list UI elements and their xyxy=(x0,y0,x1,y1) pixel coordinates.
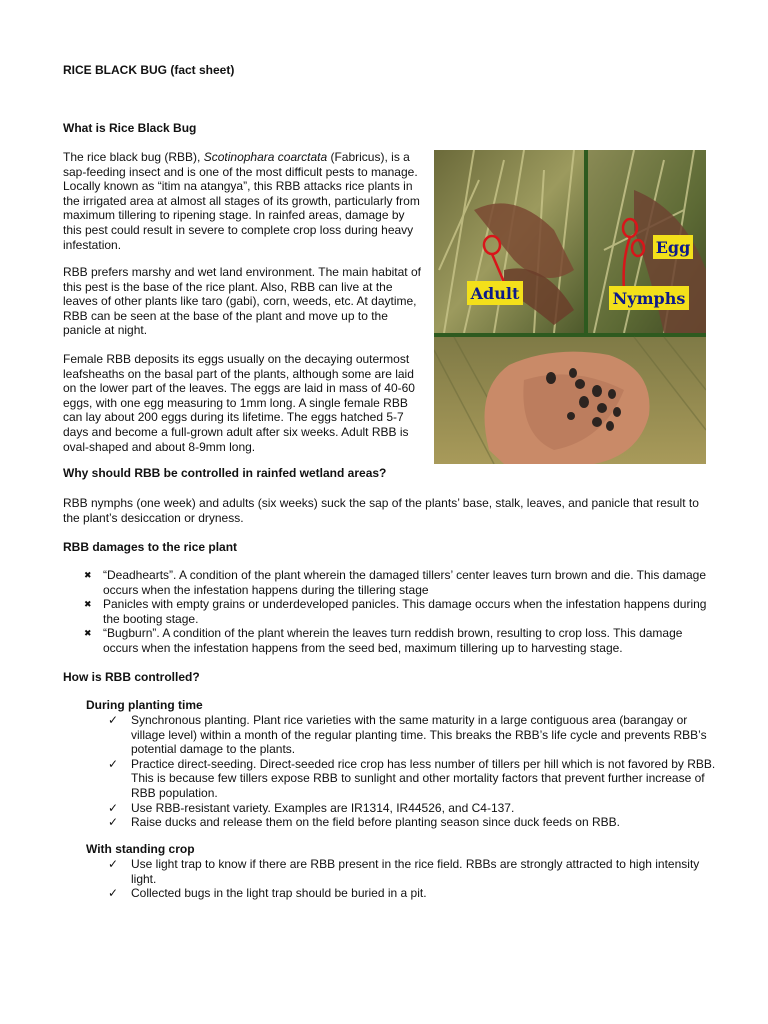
label-nymphs: Nymphs xyxy=(612,289,686,308)
section-heading-how-controlled: How is RBB controlled? xyxy=(63,670,200,684)
planting-measure-item xyxy=(86,815,716,830)
check-mark-icon: ✓ xyxy=(108,886,119,901)
standing-measure-text: Use light trap to know if there are RBB present in the rice field. RBBs are strongly attracted to high intensity light. xyxy=(131,857,700,886)
why-control-paragraph: RBB nymphs (one week) and adults (six weeks) suck the sap of the plants’ base, stalk, leaves, and panicle that result to the plant’s desiccation or dryness. xyxy=(63,496,699,525)
planting-measure-text: Raise ducks and release them on the field before planting season since duck feeds on RBB. xyxy=(131,815,620,830)
check-mark-icon: ✓ xyxy=(108,857,119,871)
damage-item xyxy=(63,626,713,655)
damage-item xyxy=(63,568,713,597)
damage-item-text: Panicles with empty grains or underdeveloped panicles. This damage occurs when the infestation happens during the booting stage. xyxy=(103,597,707,626)
planting-measure-text: Synchronous planting. Plant rice varieties with the same maturity in a large contiguous area (barangay or village level) within a month of the regular planting time. This breaks the RBB’s life cycle and prevents RBB’s potential damage to the plants. xyxy=(131,713,707,757)
subheading-standing-crop: With standing crop xyxy=(86,842,195,856)
intro-text-start: The rice black bug (RBB), xyxy=(63,150,204,164)
scientific-name: Scotinophara coarctata xyxy=(203,150,328,164)
section-heading-damages: RBB damages to the rice plant xyxy=(63,540,238,554)
standing-measure-text: Collected bugs in the light trap should be buried in a pit. xyxy=(131,886,427,901)
planting-measure-item xyxy=(86,757,716,801)
damage-item-text: “Bugburn”. A condition of the plant wherein the leaves turn reddish brown, resulting to crop loss. This damage occurs when the infestation happens from the seed bed, maximum tillering up to harvesting stage. xyxy=(103,626,683,655)
planting-measure-text: Use RBB-resistant variety. Examples are IR1314, IR44526, and C4-137. xyxy=(131,800,515,815)
label-egg: Egg xyxy=(655,238,691,257)
x-mark-icon: ✖ xyxy=(84,628,92,639)
rbb-photo-collage xyxy=(434,150,706,464)
x-mark-icon: ✖ xyxy=(84,599,92,610)
section-heading-what-is-rbb: What is Rice Black Bug xyxy=(63,121,197,135)
intro-text-rest: (Fabricus), is a sap-feeding insect and is one of the most difficult pests to manage. Locally known as “itim na atangya”, this RBB attacks rice plants in the irrigated area at almost all stages of its growth, particularly from maximum tillering to ripening stage. In rainfed areas, damage by this pest could result in severe to complete crop loss during heavy infestation. xyxy=(63,150,420,252)
label-adult: Adult xyxy=(470,284,520,303)
subheading-planting-time: During planting time xyxy=(86,698,203,712)
standing-measure-item xyxy=(86,886,716,901)
standing-measure-item xyxy=(86,857,716,886)
planting-measures-list xyxy=(86,713,716,830)
x-mark-icon: ✖ xyxy=(84,570,92,580)
planting-measure-item xyxy=(86,801,716,816)
check-mark-icon: ✓ xyxy=(108,713,119,727)
damage-item-text: “Deadhearts”. A condition of the plant wherein the damaged tillers’ center leaves turn brown and die. This damage occurs when the infestation happens during the tillering stage xyxy=(103,568,707,597)
eggs-paragraph: Female RBB deposits its eggs usually on the decaying outermost leafsheaths on the basal part of the plants, although some are laid on the lower part of the leaves. The eggs are laid in mass of 40-60 eggs, with one egg measuring to 1mm long. A single female RBB can lay about 200 eggs during its lifetime. The eggs hatched 5-7 days and become a full-grown adult after six weeks. Adult RBB is oval-shaped and about 8-9mm long. xyxy=(63,352,415,454)
check-mark-icon: ✓ xyxy=(108,815,119,830)
planting-measure-text: Practice direct-seeding. Direct-seeded rice crop has less number of tillers per hill which is not favored by RBB. This is because few tillers expose RBB to sunlight and other mortality factors that prevent further increase of RBB population. xyxy=(131,756,716,800)
document-title: RICE BLACK BUG (fact sheet) xyxy=(63,63,235,77)
damages-list xyxy=(63,568,713,656)
section-heading-why-control: Why should RBB be controlled in rainfed wetland areas? xyxy=(63,466,387,480)
damage-item xyxy=(63,597,713,626)
planting-measure-item xyxy=(86,713,716,757)
standing-crop-measures-list xyxy=(86,857,716,901)
habitat-paragraph: RBB prefers marshy and wet land environment. The main habitat of this pest is the base of the rice plant. Also, RBB can live at the leaves of other plants like taro (gabi), corn, weeds, etc. At daytime, RBB can be seen at the base of the plant and move up to the panicle at night. xyxy=(63,265,421,338)
intro-paragraph xyxy=(63,150,423,252)
check-mark-icon: ✓ xyxy=(108,800,119,815)
check-mark-icon: ✓ xyxy=(108,756,119,771)
